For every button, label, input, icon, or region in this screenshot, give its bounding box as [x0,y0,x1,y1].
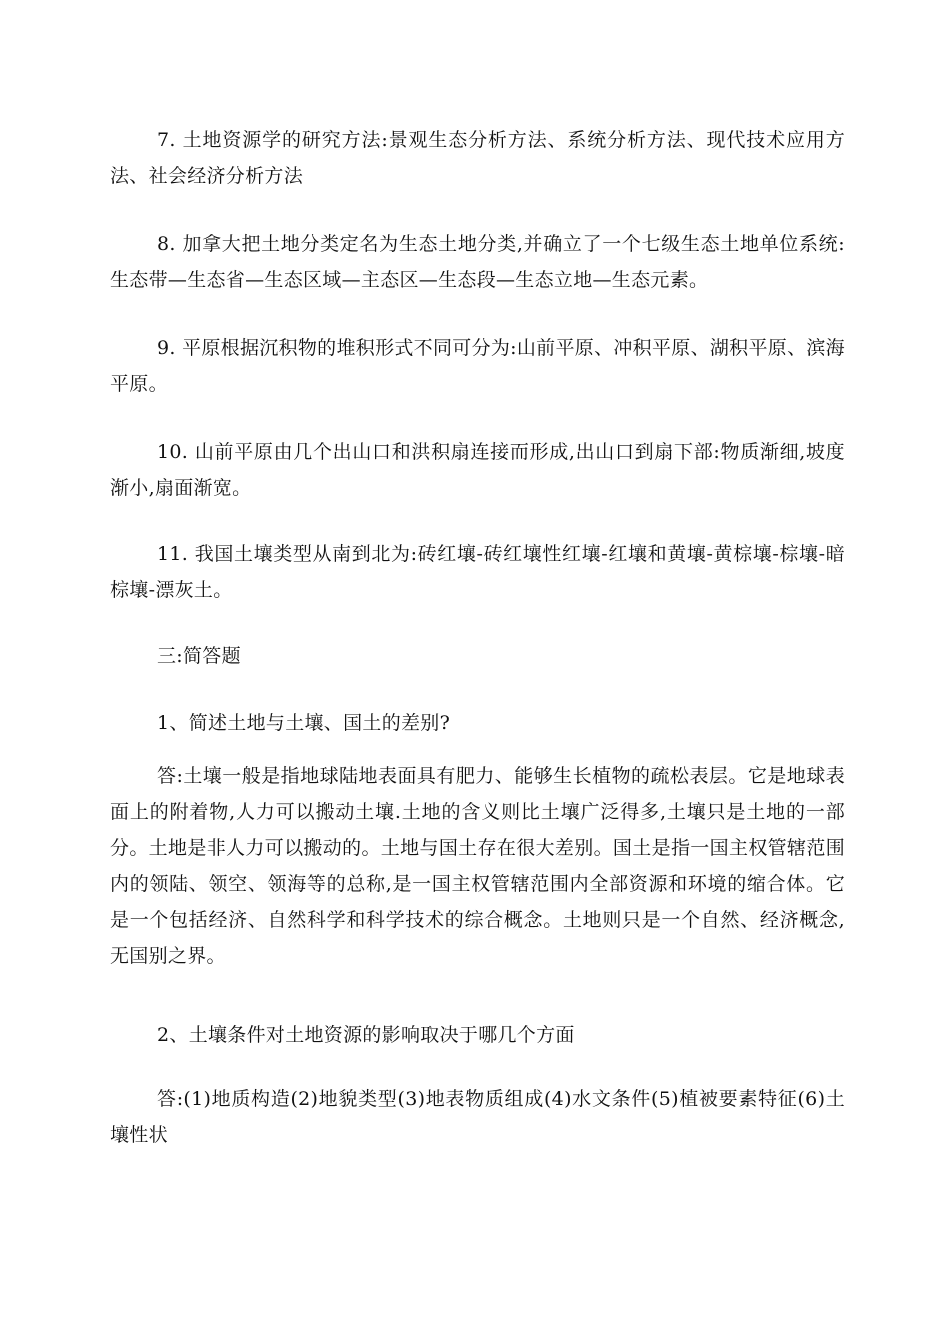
paragraph-item-7: 7. 土地资源学的研究方法:景观生态分析方法、系统分析方法、现代技术应用方法、社会经济分析方法 [110,129,845,187]
paragraph-item-8: 8. 加拿大把土地分类定名为生态土地分类,并确立了一个七级生态土地单位系统:生态带—生态省—生态区域—主态区—生态段—生态立地—生态元素。 [110,233,845,291]
paragraph-item-11: 11. 我国土壤类型从南到北为:砖红壤-砖红壤性红壤-红壤和黄壤-黄棕壤-棕壤-暗棕壤-漂灰土。 [110,543,845,601]
answer-1: 答:土壤一般是指地球陆地表面具有肥力、能够生长植物的疏松表层。它是地球表面上的附着物,人力可以搬动土壤.土地的含义则比土壤广泛得多,土壤只是土地的一部分。土地是非人力可以搬动的。土地与国土存在很大差别。国土是指一国主权管辖范围内的领陆、领空、领海等的总称,是一国主权管辖范围内全部资源和环境的缩合体。它是一个包括经济、自然科学和科学技术的综合概念。土地则只是一个自然、经济概念,无国别之界。 [110,765,845,967]
question-1: 1、简述土地与土壤、国土的差别? [157,712,451,734]
question-2: 2、土壤条件对土地资源的影响取决于哪几个方面 [157,1024,575,1046]
paragraph-item-9: 9. 平原根据沉积物的堆积形式不同可分为:山前平原、冲积平原、湖积平原、滨海平原。 [110,337,845,395]
answer-2: 答:(1)地质构造(2)地貌类型(3)地表物质组成(4)水文条件(5)植被要素特征(6)土壤性状 [110,1088,845,1146]
paragraph-item-10: 10. 山前平原由几个出山口和洪积扇连接而形成,出山口到扇下部:物质渐细,坡度渐小,扇面渐宽。 [110,441,845,499]
section-heading: 三:简答题 [157,645,241,667]
